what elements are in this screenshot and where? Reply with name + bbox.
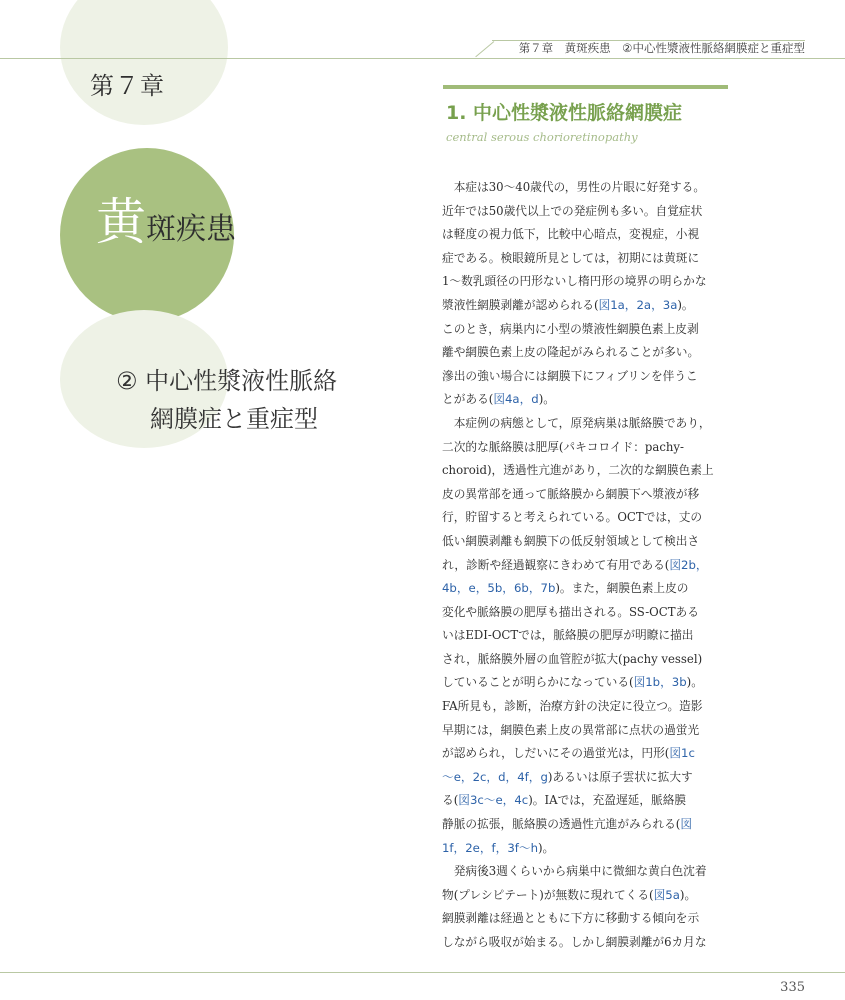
- chapter-subtitle-line1: ② 中心性漿液性脈絡: [116, 367, 338, 395]
- body-line: [442, 601, 732, 625]
- running-head-rule: [0, 58, 845, 59]
- body-text-run: このとき，病巣内に小型の漿液性網膜色素上皮剥: [442, 321, 699, 336]
- body-text-run: 網膜剥離は経過とともに下方に移動する傾向を示: [442, 911, 700, 926]
- decorative-circle-top: [60, 0, 228, 125]
- body-text-run: )。: [677, 297, 694, 312]
- page-number: 335: [780, 980, 805, 995]
- footer-rule: [0, 972, 845, 973]
- body-text-run: され，脈絡膜外層の血管腔が拡大(pachy vessel): [442, 651, 703, 666]
- body-line: [442, 388, 732, 412]
- running-head: 第７章 黄斑疾患 ②中心性漿液性脈絡網膜症と重症型: [518, 41, 805, 55]
- body-line: [442, 530, 732, 554]
- chapter-number: 第７章: [90, 72, 165, 100]
- figure-reference: 図1b，3b: [633, 675, 687, 690]
- running-head-slant-rule: [475, 41, 494, 57]
- body-line: [442, 742, 732, 766]
- body-line: [442, 648, 732, 672]
- body-text-run: が認められ，しだいにその過蛍光は，円形(: [442, 746, 670, 761]
- chapter-subtitle-line2: 網膜症と重症型: [150, 405, 318, 433]
- body-text-run: れ，診断や経過観察にきわめて有用である(: [442, 557, 670, 572]
- body-line: [442, 247, 732, 271]
- body-text-run: 静脈の拡張，脈絡膜の透過性亢進がみられる(: [442, 817, 681, 832]
- body-line: [442, 436, 732, 460]
- section-english-title: central serous chorioretinopathy: [446, 130, 638, 144]
- body-text-run: )。: [538, 392, 555, 407]
- body-line: [442, 884, 732, 908]
- body-text-run: )あるいは原子雲状に拡大す: [547, 769, 693, 784]
- body-line: [442, 577, 732, 601]
- body-text-run: 近年では50歳代以上での発症例も多い。自覚症状: [442, 203, 703, 218]
- body-line: [442, 624, 732, 648]
- body-text-run: 行，貯留すると考えられている。OCTでは，丈の: [442, 510, 703, 525]
- figure-reference: ～e，2c，d，4f，g: [442, 769, 548, 784]
- body-text-run: )。: [679, 887, 697, 902]
- body-line: [442, 671, 732, 695]
- chapter-title-rest: 斑疾患: [146, 212, 236, 247]
- figure-reference: 4b，e，5b，6b，7b: [442, 581, 556, 596]
- body-line: [442, 719, 732, 743]
- body-line: [442, 907, 732, 931]
- body-text-run: しながら吸収が始まる。しかし網膜剥離が6カ月な: [442, 935, 707, 949]
- body-text-run: 変化や脈絡膜の肥厚も描出される。SS-OCTある: [442, 604, 699, 619]
- body-text-run: choroid)，透過性亢進があり，二次的な網膜色素上: [442, 463, 714, 478]
- body-text-run: る(: [442, 793, 459, 808]
- body-line: [442, 506, 732, 530]
- body-text-run: 二次的な脈絡膜は肥厚(パキコロイド：pachy-: [442, 439, 684, 454]
- figure-reference: 図1c: [669, 746, 695, 761]
- figure-reference: 1f，2e，f，3f～h: [442, 840, 538, 855]
- body-line: [442, 860, 732, 884]
- body-line: [442, 459, 732, 483]
- body-text-run: していることが明らかになっている(: [442, 675, 634, 690]
- figure-reference: 図2b，: [669, 557, 708, 572]
- body-line: [442, 223, 732, 247]
- body-line: [442, 837, 732, 861]
- figure-reference: 図: [680, 817, 693, 832]
- body-line: [442, 341, 732, 365]
- body-text-run: 滲出の強い場合には網膜下にフィブリンを伴うこ: [442, 368, 698, 383]
- body-line: [442, 294, 732, 318]
- body-line: [442, 318, 732, 342]
- body-line: [442, 270, 732, 294]
- body-text-run: 発病後3週くらいから病巣中に微細な黄白色沈着: [442, 864, 707, 879]
- body-text-run: )。: [538, 840, 555, 855]
- body-line: [442, 789, 732, 813]
- body-text-run: FA所見も，診断，治療方針の決定に役立つ。造影: [442, 699, 703, 714]
- body-text-run: 漿液性網膜剥離が認められる(: [442, 297, 599, 312]
- body-text-run: いはEDI-OCTでは，脈絡膜の肥厚が明瞭に描出: [442, 628, 694, 643]
- section-title: 1. 中心性漿液性脈絡網膜症: [446, 102, 683, 124]
- body-line: [442, 412, 732, 436]
- body-text-run: 本症例の病態として，原発病巣は脈絡膜であり，: [442, 415, 711, 430]
- body-line: [442, 554, 732, 578]
- chapter-subtitle: [116, 362, 337, 438]
- body-text-run: 離や網膜色素上皮の隆起がみられることが多い。: [442, 345, 700, 360]
- body-text-run: 低い網膜剥離も網膜下の低反射領域として検出さ: [442, 533, 700, 548]
- body-text-run: )。IAでは，充盈遅延，脈絡膜: [528, 793, 687, 808]
- chapter-title: [96, 182, 236, 254]
- body-text-run: 本症は30～40歳代の，男性の片眼に好発する。: [442, 180, 706, 194]
- section-accent-bar: [443, 85, 728, 89]
- body-text-run: 症である。検眼鏡所見としては，初期には黄斑に: [442, 250, 700, 265]
- body-text-run: は軽度の視力低下，比較中心暗点，変視症，小視: [442, 227, 700, 242]
- body-text-run: 早期には，網膜色素上皮の異常部に点状の過蛍光: [442, 722, 700, 737]
- body-text-run: 1～数乳頭径の円形ないし楕円形の境界の明らかな: [442, 274, 707, 289]
- body-text-run: 物(プレシピテート)が無数に現れてくる(: [442, 887, 654, 902]
- body-line: [442, 365, 732, 389]
- body-text-run: とがある(: [442, 392, 494, 407]
- body-text-run: )。: [686, 675, 703, 690]
- body-line: [442, 200, 732, 224]
- figure-reference: 図3c～e，4c: [458, 793, 529, 808]
- figure-reference: 図4a，d: [493, 392, 539, 407]
- chapter-title-initial: 黄: [96, 193, 146, 251]
- figure-reference: 図1a，2a，3a: [598, 297, 678, 312]
- figure-reference: 図5a: [653, 887, 680, 902]
- body-line: [442, 695, 732, 719]
- body-line: [442, 176, 732, 200]
- body-text-run: )。また，網膜色素上皮の: [555, 581, 689, 596]
- body-line: [442, 766, 732, 790]
- body-line: [442, 813, 732, 837]
- body-text: [442, 176, 732, 955]
- body-line: [442, 931, 732, 955]
- body-line: [442, 483, 732, 507]
- body-text-run: 皮の異常部を通って脈絡膜から網膜下へ漿液が移: [442, 486, 700, 501]
